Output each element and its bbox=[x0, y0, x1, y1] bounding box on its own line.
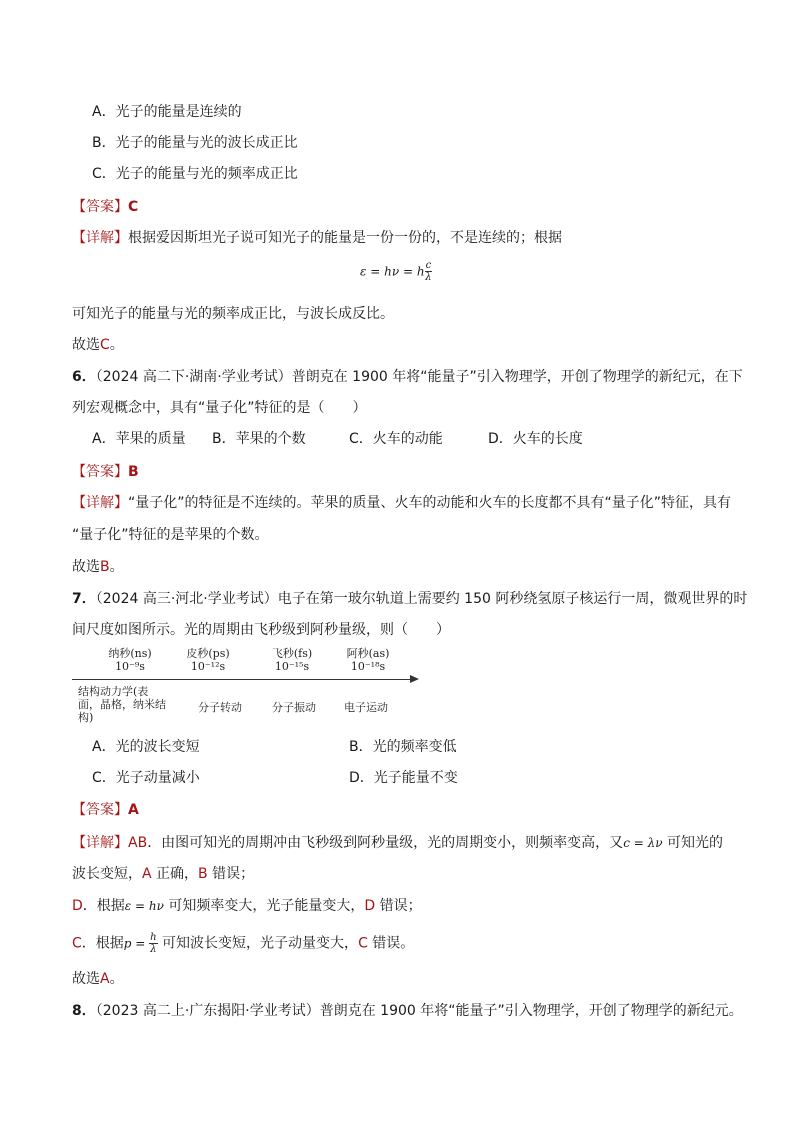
detail-formula: p = bbox=[123, 936, 150, 951]
q6-stem-line1 bbox=[72, 367, 743, 387]
detail-tag: 【详解】 bbox=[72, 835, 128, 851]
scale-unit-name: 飞秒(fs) bbox=[271, 647, 313, 660]
scale-unit-as bbox=[338, 647, 398, 673]
conclusion-prefix: 故选 bbox=[72, 559, 100, 575]
detail-text: 波长变短， bbox=[72, 866, 142, 882]
q8-stem-line1 bbox=[72, 1001, 743, 1021]
detail-text: 错误； bbox=[207, 866, 255, 882]
q6-stem: 普朗克在 1900 年将“能量子”引入物理学，开创了物理学的新纪元，在下 bbox=[291, 369, 743, 385]
detail-text: ．由图可知光的周期冲由飞秒级到阿秒量级，光的周期变小，则频率变高，又 bbox=[147, 835, 624, 851]
scale-unit-name: 阿秒(as) bbox=[346, 647, 390, 660]
scale-bottom-1: 分子转动 bbox=[198, 701, 242, 714]
fraction-denominator: λ bbox=[150, 944, 157, 955]
q7-stem-line1 bbox=[72, 589, 747, 609]
conclusion-prefix: 故选 bbox=[72, 971, 100, 987]
q7-source: （2024 高三·河北·学业考试） bbox=[95, 591, 278, 607]
detail-letter-d: D bbox=[72, 898, 83, 914]
detail-text: 错误； bbox=[375, 898, 422, 914]
q6-conclusion bbox=[72, 557, 124, 577]
formula-fraction bbox=[425, 260, 433, 283]
q7-stem: 电子在第一玻尔轨道上需要约 150 阿秒绕氢原子核运行一周，微观世界的时 bbox=[277, 591, 748, 607]
q6-option-c: C．火车的动能 bbox=[349, 431, 443, 447]
formula-denominator: λ bbox=[425, 272, 432, 283]
detail-letter-a: A bbox=[142, 866, 152, 882]
q7-detail-d bbox=[72, 896, 422, 916]
time-axis-arrow-icon bbox=[410, 675, 419, 683]
answer-letter: B bbox=[128, 464, 139, 480]
q7-answer bbox=[72, 800, 139, 820]
detail-formula: ε = hν bbox=[124, 899, 164, 913]
scale-unit-ps bbox=[178, 647, 238, 673]
q7-option-c: C．光子动量减小 bbox=[92, 770, 200, 786]
time-axis-line bbox=[72, 679, 414, 680]
scale-unit-name: 纳秒(ns) bbox=[108, 647, 152, 660]
scale-bottom-0: 结构动力学(表面，晶格，纳米结构) bbox=[78, 685, 166, 724]
q7-conclusion bbox=[72, 969, 124, 989]
q6-source: （2024 高二下·湖南·学业考试） bbox=[95, 369, 292, 385]
fraction-numerator: h bbox=[150, 932, 157, 943]
detail-text: 正确， bbox=[151, 866, 199, 882]
answer-letter: A bbox=[128, 802, 139, 818]
scale-unit-value: 10⁻¹⁸s bbox=[350, 660, 386, 673]
scale-unit-ns bbox=[100, 647, 160, 673]
detail-text: ．根据 bbox=[82, 898, 125, 914]
detail-formula: c = λν bbox=[623, 836, 663, 850]
detail-fraction bbox=[149, 932, 157, 955]
q5-formula bbox=[360, 260, 440, 296]
conclusion-letter: A bbox=[100, 971, 110, 987]
time-scale-figure bbox=[70, 645, 430, 725]
detail-text: 可知波长变短，光子动量变大， bbox=[157, 935, 359, 952]
q7-stem-line2: 间尺度如图所示。光的周期由飞秒级到阿秒量级，则（ ） bbox=[72, 622, 450, 638]
q5-option-c: C．光子的能量与光的频率成正比 bbox=[92, 166, 298, 182]
q8-number: 8． bbox=[72, 1003, 96, 1019]
q7-option-b: B．光的频率变低 bbox=[349, 739, 457, 755]
detail-letter-b: B bbox=[198, 866, 208, 882]
answer-letter: C bbox=[128, 199, 139, 215]
scale-unit-value: 10⁻⁹s bbox=[115, 660, 145, 673]
q5-conclusion bbox=[72, 335, 124, 355]
answer-tag: 【答案】 bbox=[72, 802, 128, 818]
conclusion-letter: C bbox=[100, 337, 110, 353]
q7-option-a: A．光的波长变短 bbox=[92, 739, 200, 755]
q7-option-d: D．光子能量不变 bbox=[349, 770, 458, 786]
q7-number: 7． bbox=[72, 591, 96, 607]
detail-text: 可知频率变大，光子能量变大， bbox=[163, 898, 365, 914]
q5-detail-line2: 可知光子的能量与光的频率成正比，与波长成反比。 bbox=[72, 306, 394, 322]
detail-text: ．根据 bbox=[81, 935, 124, 952]
scale-unit-name: 皮秒(ps) bbox=[186, 647, 230, 660]
detail-letters: AB bbox=[128, 835, 148, 851]
detail-letter-d: D bbox=[364, 898, 376, 914]
conclusion-suffix: 。 bbox=[109, 971, 124, 987]
q8-stem: 普朗克在 1900 年将“能量子”引入物理学，开创了物理学的新纪元。 bbox=[319, 1003, 743, 1019]
detail-letter-c: C bbox=[358, 935, 368, 952]
detail-text: 错误。 bbox=[367, 935, 415, 952]
q5-option-b: B．光子的能量与光的波长成正比 bbox=[92, 135, 298, 151]
detail-tag: 【详解】 bbox=[72, 230, 128, 246]
q6-answer bbox=[72, 462, 139, 482]
detail-tag: 【详解】 bbox=[72, 495, 128, 511]
detail-text: “量子化”的特征是不连续的。苹果的质量、火车的动能和火车的长度都不具有“量子化”特征，具有 bbox=[128, 495, 732, 511]
q6-option-a: A．苹果的质量 bbox=[92, 431, 186, 447]
formula-numerator: c bbox=[425, 260, 432, 271]
detail-tail: 可知光的 bbox=[662, 835, 723, 851]
q6-detail-line2: “量子化”特征的是苹果的个数。 bbox=[72, 527, 269, 543]
q7-detail-ab-line2 bbox=[72, 864, 254, 884]
scale-unit-value: 10⁻¹⁵s bbox=[274, 660, 310, 673]
answer-tag: 【答案】 bbox=[72, 199, 128, 215]
scale-bottom-2: 分子振动 bbox=[272, 701, 316, 714]
conclusion-suffix: 。 bbox=[109, 559, 124, 575]
q6-number: 6． bbox=[72, 369, 96, 385]
detail-text: 根据爱因斯坦光子说可知光子的能量是一份一份的，不是连续的；根据 bbox=[128, 230, 562, 246]
conclusion-prefix: 故选 bbox=[72, 337, 100, 353]
q6-option-b: B．苹果的个数 bbox=[212, 431, 306, 447]
conclusion-suffix: 。 bbox=[109, 337, 124, 353]
q7-detail-c bbox=[72, 932, 414, 955]
q5-detail-line1 bbox=[72, 228, 562, 248]
formula-left: ε = hν = h bbox=[360, 264, 425, 279]
q5-option-a: A．光子的能量是连续的 bbox=[92, 104, 242, 120]
q8-source: （2023 高二上·广东揭阳·学业考试） bbox=[95, 1003, 320, 1019]
q6-option-d: D．火车的长度 bbox=[488, 431, 583, 447]
q7-detail-ab-line1 bbox=[72, 833, 723, 853]
q5-answer bbox=[72, 197, 138, 217]
scale-unit-fs bbox=[262, 647, 322, 673]
answer-tag: 【答案】 bbox=[72, 464, 128, 480]
q6-stem-line2: 列宏观概念中，具有“量子化”特征的是（ ） bbox=[72, 400, 367, 416]
q6-detail-line1 bbox=[72, 493, 731, 513]
detail-letter-c: C bbox=[72, 935, 82, 952]
scale-bottom-3: 电子运动 bbox=[344, 701, 388, 714]
scale-unit-value: 10⁻¹²s bbox=[190, 660, 226, 673]
conclusion-letter: B bbox=[100, 559, 110, 575]
